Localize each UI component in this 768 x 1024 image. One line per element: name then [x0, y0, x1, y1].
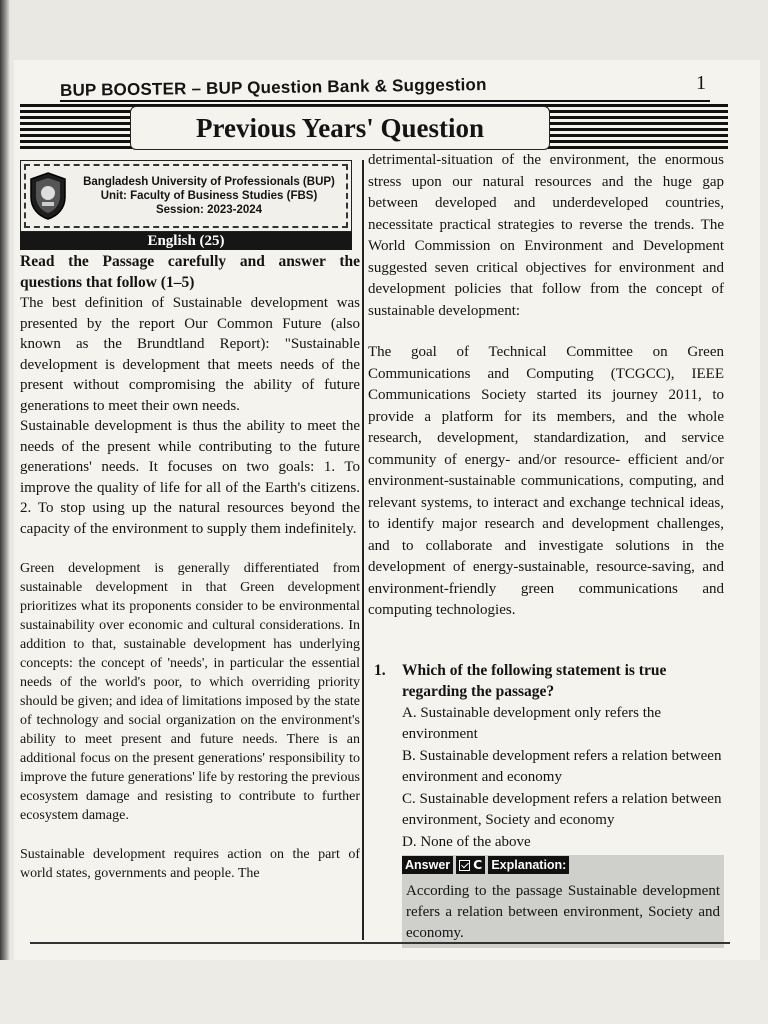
answer-value: C	[473, 857, 483, 872]
question-text: Which of the following statement is true regarding the passage?	[402, 662, 667, 700]
passage-paragraph-5: detrimental-situation of the environment, the enormous stress upon our natural resources and the huge gap between developed and underdeveloped countries, necessitate practical strategies to reverse the trends. The World Commission on Environment and Development suggested seven critical objectives for environment and development policies that follow from the concept of sustainable development:	[368, 152, 724, 319]
page-bottom-margin	[0, 960, 768, 1024]
passage-paragraph-1: The best definition of Sustainable development was presented by the report Our Common Future (also known as the Brundtland Report): "Sustainable development is development that meets needs of the present without compromising the ability of future generations to meet their own needs.	[20, 295, 360, 414]
option-c: C. Sustainable development refers a relation between environment, Society and economy	[402, 791, 722, 828]
passage-paragraph-6: The goal of Technical Committee on Green Communications and Computing (TCGCC), IEEE Communications Society started its journey 2011, to provide a platform for its members, and the whole research, development, standardization, and service community of energy- and/or resource- efficient and/or environment-sustainable communications, computing, and relevant systems, to interact and exchange technical ideas, to identify major research and development challenges, and to collaborate and investigate solutions in the development of energy-sustainable, resource-saving, and environment-friendly green communications and computing technologies.	[368, 344, 724, 618]
question-heading	[374, 660, 724, 702]
book-spine-shadow	[0, 0, 10, 1024]
question-number: 1.	[374, 662, 386, 679]
university-details	[73, 175, 345, 217]
answer-badge	[456, 856, 485, 874]
running-header	[59, 72, 710, 102]
university-name: Bangladesh University of Professionals (BUP)	[83, 176, 335, 188]
answer-label: Answer	[402, 856, 453, 874]
bottom-rule	[30, 942, 730, 944]
option-a: A. Sustainable development only refers the environment	[402, 705, 662, 742]
page-title: Previous Years' Question	[130, 106, 550, 150]
left-column	[20, 252, 360, 903]
column-divider	[362, 160, 364, 940]
page-number: 1	[696, 72, 706, 94]
university-info-box	[20, 160, 352, 232]
explanation-label: Explanation:	[488, 856, 569, 874]
passage-paragraph-4: Sustainable development requires action on the part of world states, governments and people. The	[20, 847, 360, 881]
right-column	[368, 150, 724, 642]
university-crest-icon	[27, 171, 69, 221]
university-unit: Unit: Faculty of Business Studies (FBS)	[100, 190, 318, 202]
passage-instruction: Read the Passage carefully and answer the questions that follow (1–5)	[20, 253, 360, 291]
question-options	[402, 703, 724, 853]
explanation-text: According to the passage Sustainable development refers a relation between environment, Society and economy.	[402, 875, 724, 948]
checkbox-checked-icon	[459, 860, 470, 871]
running-title: BUP BOOSTER – BUP Question Bank & Suggestion	[59, 75, 487, 100]
option-d: D. None of the above	[402, 834, 531, 850]
option-b: B. Sustainable development refers a relation between environment and economy	[402, 748, 722, 785]
university-session: Session: 2023-2024	[155, 204, 263, 216]
question-block	[374, 660, 724, 948]
section-label: English (25)	[20, 232, 352, 250]
passage-paragraph-2: Sustainable development is thus the ability to meet the needs of the present while contributing to the future generations' needs. It focuses on two goals: 1. To improve the quality of life for all of the Earth's citizens. 2. To stop using up the natural resources beyond the capacity of the environment to supply them indefinitely.	[20, 418, 360, 537]
passage-paragraph-3: Green development is generally differentiated from sustainable development in that Green development prioritizes what its proponents consider to be environmental sustainability over economic and cultural considerations. In addition to that, sustainable development has underlying concepts: the concept of 'needs', in particular the essential needs of the world's poor, to which overriding priority should be given; and idea of limitations imposed by the state of technology and social organization on the environment's ability to meet present and future needs. There is an additional focus on the present generations' responsibility to improve the future generations' life by restoring the previous ecosystem damage and resisting to contribute to further ecosystem damage.	[20, 561, 360, 823]
answer-row	[402, 855, 724, 875]
